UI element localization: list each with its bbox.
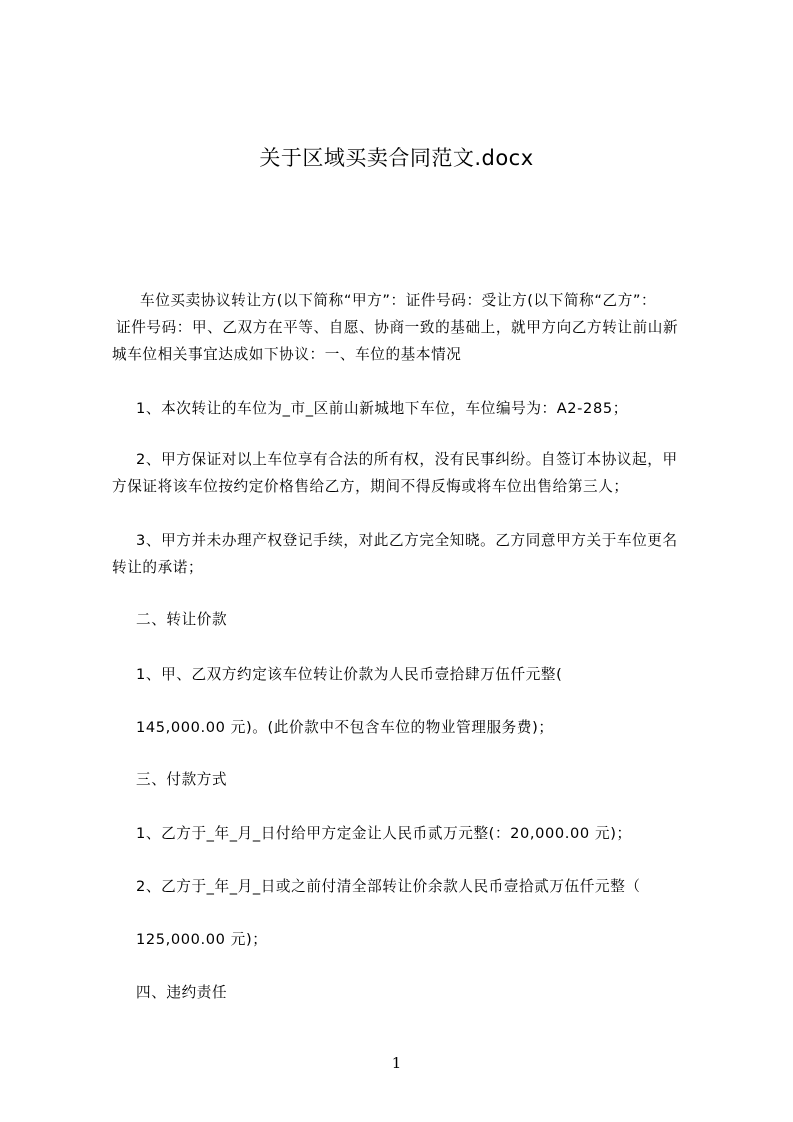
section-3-heading bbox=[112, 766, 712, 793]
clause-line: 2、乙方于_年_月_日或之前付清全部转让价余款人民币壹拾贰万伍仟元整（ bbox=[136, 878, 641, 895]
clause-1-2 bbox=[112, 446, 712, 500]
clause-1-1 bbox=[112, 395, 712, 422]
clause-line: 转让的承诺； bbox=[112, 559, 204, 576]
clause-3-2a bbox=[112, 873, 712, 900]
clause-3-2b bbox=[112, 926, 712, 953]
clause-2-1a bbox=[112, 661, 712, 688]
clause-line: 方保证将该车位按约定价格售给乙方，期间不得反悔或将车位出售给第三人； bbox=[112, 478, 629, 495]
clause-line: 2、甲方保证对以上车位享有合法的所有权，没有民事纠纷。自签订本协议起，甲 bbox=[136, 451, 678, 468]
document-title: 关于区域买卖合同范文.docx bbox=[259, 146, 534, 170]
section-2-heading bbox=[112, 606, 712, 633]
clause-1-3 bbox=[112, 527, 712, 581]
intro-line: 车位买卖协议转让方(以下简称“甲方”：证件号码：受让方(以下简称“乙方”： bbox=[140, 292, 657, 309]
clause-line: 145,000.00 元)。(此价款中不包含车位的物业管理服务费)； bbox=[136, 719, 554, 736]
clause-line: 3、甲方并未办理产权登记手续，对此乙方完全知晓。乙方同意甲方关于车位更名 bbox=[136, 532, 678, 549]
clause-line: 1、本次转让的车位为_市_区前山新城地下车位，车位编号为：A2-285； bbox=[136, 400, 628, 417]
clause-line: 1、甲、乙双方约定该车位转让价款为人民币壹拾肆万伍仟元整( bbox=[136, 666, 563, 683]
clause-3-1 bbox=[112, 820, 712, 847]
section-4-heading bbox=[112, 979, 712, 1006]
section-heading: 三、付款方式 bbox=[136, 771, 228, 788]
section-heading: 二、转让价款 bbox=[136, 611, 228, 628]
clause-2-1b bbox=[112, 714, 712, 741]
page-number: 1 bbox=[391, 1054, 402, 1072]
intro-line: 证件号码：甲、乙双方在平等、自愿、协商一致的基础上，就甲方向乙方转让前山新 bbox=[116, 319, 679, 336]
intro-paragraph bbox=[112, 287, 712, 368]
clause-line: 1、乙方于_年_月_日付给甲方定金让人民币贰万元整(：20,000.00 元)； bbox=[136, 825, 632, 842]
clause-line: 125,000.00 元)； bbox=[136, 931, 268, 948]
intro-line: 城车位相关事宜达成如下协议：一、车位的基本情况 bbox=[112, 346, 462, 363]
section-heading: 四、违约责任 bbox=[136, 984, 228, 1001]
